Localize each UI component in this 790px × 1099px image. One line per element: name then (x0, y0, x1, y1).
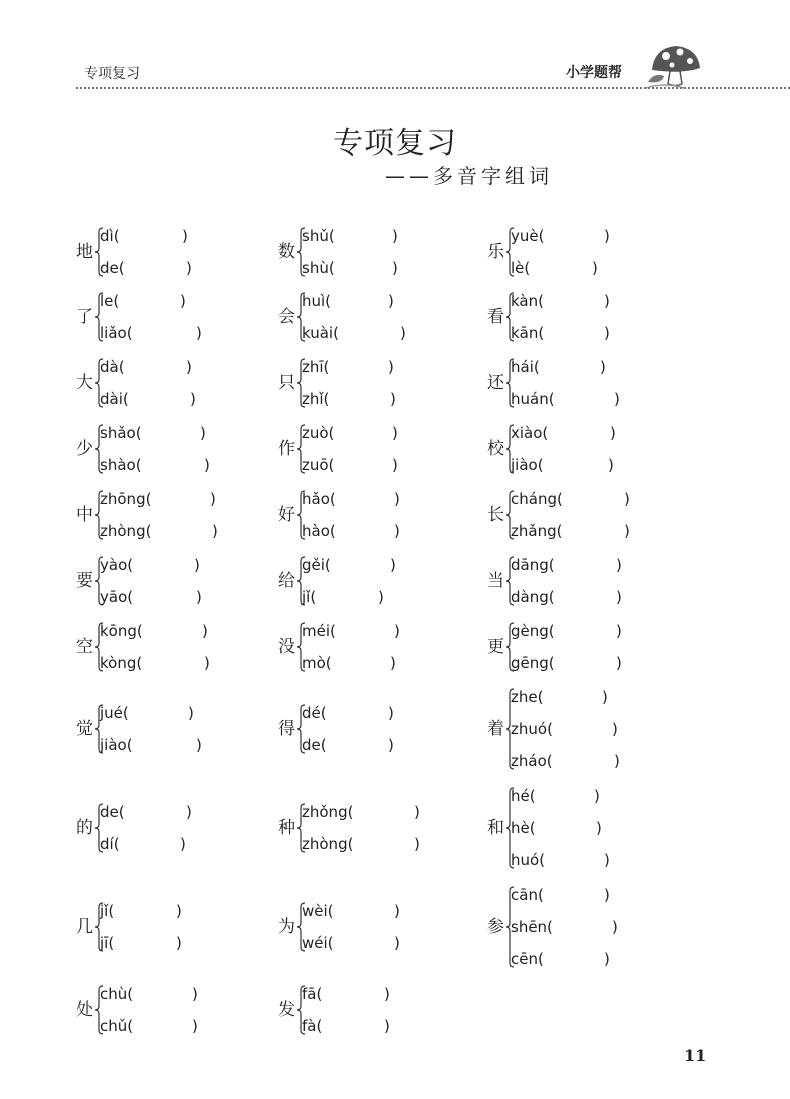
answer-blank-close: ) (604, 950, 610, 968)
pinyin-reading: kàn( (511, 292, 544, 310)
answer-blank-close: ) (392, 227, 398, 245)
pinyin-reading: jiào( (100, 736, 133, 754)
pinyin-reading: zhòng( (100, 522, 152, 540)
polyphonic-character: 觉 (76, 719, 93, 739)
answer-blank-close: ) (392, 424, 398, 442)
answer-blank-close: ) (604, 886, 610, 904)
pinyin-reading: zhōng( (100, 490, 152, 508)
polyphonic-character: 校 (487, 439, 504, 459)
answer-blank-close: ) (394, 622, 400, 640)
pinyin-reading: cēn( (511, 950, 544, 968)
answer-blank-close: ) (176, 934, 182, 952)
answer-blank-close: ) (196, 736, 202, 754)
answer-blank-close: ) (612, 918, 618, 936)
pinyin-reading: zhe( (511, 688, 544, 706)
answer-blank-close: ) (378, 588, 384, 606)
pinyin-reading: hé( (511, 787, 536, 805)
pinyin-reading: hǎo( (302, 490, 336, 508)
answer-blank-close: ) (616, 556, 622, 574)
pinyin-reading: zhǐ( (302, 390, 330, 408)
header-brand: 小学题帮 (566, 65, 622, 81)
answer-blank-close: ) (194, 556, 200, 574)
pinyin-reading: zhī( (302, 358, 330, 376)
answer-blank-close: ) (388, 292, 394, 310)
answer-blank-close: ) (192, 985, 198, 1003)
answer-blank-close: ) (610, 424, 616, 442)
answer-blank-close: ) (196, 588, 202, 606)
answer-blank-close: ) (388, 736, 394, 754)
answer-blank-close: ) (392, 456, 398, 474)
answer-blank-close: ) (604, 227, 610, 245)
answer-blank-close: ) (202, 622, 208, 640)
answer-blank-close: ) (394, 490, 400, 508)
pinyin-reading: hái( (511, 358, 540, 376)
polyphonic-character: 为 (278, 917, 295, 937)
polyphonic-character: 还 (487, 373, 504, 393)
polyphonic-character: 中 (76, 505, 93, 525)
pinyin-reading: dà( (100, 358, 125, 376)
polyphonic-character: 参 (487, 917, 504, 937)
answer-blank-close: ) (616, 622, 622, 640)
answer-blank-close: ) (414, 835, 420, 853)
pinyin-reading: fà( (302, 1017, 323, 1035)
polyphonic-character: 和 (487, 818, 504, 838)
pinyin-reading: jī( (100, 934, 115, 952)
answer-blank-close: ) (188, 704, 194, 722)
page-number: 11 (684, 1046, 707, 1065)
answer-blank-close: ) (196, 324, 202, 342)
pinyin-reading: shēn( (511, 918, 553, 936)
page-subtitle: ——多音字组词 (385, 164, 553, 188)
polyphonic-character: 更 (487, 637, 504, 657)
answer-blank-close: ) (186, 259, 192, 277)
polyphonic-character: 的 (76, 818, 93, 838)
pinyin-reading: xiào( (511, 424, 549, 442)
answer-blank-close: ) (616, 654, 622, 672)
answer-blank-close: ) (388, 704, 394, 722)
answer-blank-close: ) (186, 358, 192, 376)
polyphonic-character: 只 (278, 373, 295, 393)
pinyin-reading: jǐ( (302, 588, 317, 606)
answer-blank-close: ) (180, 292, 186, 310)
answer-blank-close: ) (612, 720, 618, 738)
answer-blank-close: ) (388, 358, 394, 376)
answer-blank-close: ) (414, 803, 420, 821)
pinyin-reading: gěi( (302, 556, 331, 574)
polyphonic-character: 空 (76, 637, 93, 657)
pinyin-reading: jué( (100, 704, 129, 722)
header-section-title: 专项复习 (84, 66, 140, 82)
pinyin-reading: dàng( (511, 588, 555, 606)
polyphonic-character: 给 (278, 571, 295, 591)
pinyin-reading: kōng( (100, 622, 143, 640)
polyphonic-character: 发 (278, 1000, 295, 1020)
polyphonic-character: 数 (278, 242, 295, 262)
pinyin-reading: huán( (511, 390, 555, 408)
answer-blank-close: ) (384, 985, 390, 1003)
polyphonic-character: 几 (76, 917, 93, 937)
pinyin-reading: fā( (302, 985, 323, 1003)
polyphonic-character: 得 (278, 719, 295, 739)
answer-blank-close: ) (614, 752, 620, 770)
pinyin-reading: le( (100, 292, 120, 310)
pinyin-reading: zuō( (302, 456, 335, 474)
answer-blank-close: ) (616, 588, 622, 606)
pinyin-reading: zhòng( (302, 835, 354, 853)
pinyin-reading: liǎo( (100, 324, 133, 342)
answer-blank-close: ) (600, 358, 606, 376)
answer-blank-close: ) (384, 1017, 390, 1035)
answer-blank-close: ) (614, 390, 620, 408)
answer-blank-close: ) (608, 456, 614, 474)
pinyin-reading: shǔ( (302, 227, 335, 245)
answer-blank-close: ) (180, 835, 186, 853)
pinyin-reading: dí( (100, 835, 120, 853)
pinyin-reading: chù( (100, 985, 134, 1003)
pinyin-reading: de( (100, 259, 125, 277)
answer-blank-close: ) (394, 934, 400, 952)
pinyin-reading: de( (302, 736, 327, 754)
polyphonic-character: 当 (487, 571, 504, 591)
pinyin-reading: kān( (511, 324, 545, 342)
pinyin-reading: dài( (100, 390, 129, 408)
pinyin-reading: kuài( (302, 324, 339, 342)
answer-blank-close: ) (390, 556, 396, 574)
answer-blank-close: ) (210, 490, 216, 508)
pinyin-reading: yào( (100, 556, 134, 574)
answer-blank-close: ) (204, 456, 210, 474)
polyphonic-character: 着 (487, 719, 504, 739)
answer-blank-close: ) (182, 227, 188, 245)
pinyin-reading: mò( (302, 654, 332, 672)
pinyin-reading: zhǎng( (511, 522, 563, 540)
answer-blank-close: ) (192, 1017, 198, 1035)
pinyin-reading: zháo( (511, 752, 553, 770)
polyphonic-character: 要 (76, 571, 93, 591)
pinyin-reading: huó( (511, 851, 546, 869)
pinyin-reading: jǐ( (100, 902, 115, 920)
pinyin-reading: zhǒng( (302, 803, 354, 821)
answer-blank-close: ) (596, 819, 602, 837)
answer-blank-close: ) (624, 490, 630, 508)
answer-blank-close: ) (624, 522, 630, 540)
pinyin-reading: zhuó( (511, 720, 553, 738)
page-title: 专项复习 (333, 126, 457, 161)
pinyin-reading: hè( (511, 819, 536, 837)
answer-blank-close: ) (592, 259, 598, 277)
polyphonic-character: 好 (278, 505, 295, 525)
polyphonic-character: 大 (76, 373, 93, 393)
header-divider (76, 87, 790, 89)
polyphonic-character: 处 (76, 1000, 93, 1020)
polyphonic-character: 了 (76, 307, 93, 327)
answer-blank-close: ) (394, 522, 400, 540)
polyphonic-character: 地 (76, 242, 93, 262)
pinyin-reading: hào( (302, 522, 336, 540)
answer-blank-close: ) (190, 390, 196, 408)
pinyin-reading: huì( (302, 292, 332, 310)
polyphonic-character: 少 (76, 439, 93, 459)
answer-blank-close: ) (390, 654, 396, 672)
pinyin-reading: yāo( (100, 588, 134, 606)
pinyin-reading: wéi( (302, 934, 334, 952)
pinyin-reading: gēng( (511, 654, 555, 672)
answer-blank-close: ) (390, 390, 396, 408)
polyphonic-character: 长 (487, 505, 504, 525)
pinyin-reading: gèng( (511, 622, 555, 640)
pinyin-reading: kòng( (100, 654, 143, 672)
pinyin-reading: de( (100, 803, 125, 821)
answer-blank-close: ) (602, 688, 608, 706)
answer-blank-close: ) (604, 324, 610, 342)
answer-blank-close: ) (204, 654, 210, 672)
answer-blank-close: ) (604, 292, 610, 310)
answer-blank-close: ) (604, 851, 610, 869)
answer-blank-close: ) (392, 259, 398, 277)
polyphonic-character: 乐 (487, 242, 504, 262)
pinyin-reading: shào( (100, 456, 142, 474)
polyphonic-character: 会 (278, 307, 295, 327)
pinyin-reading: wèi( (302, 902, 334, 920)
polyphonic-character: 没 (278, 637, 295, 657)
answer-blank-close: ) (186, 803, 192, 821)
answer-blank-close: ) (212, 522, 218, 540)
polyphonic-character: 种 (278, 818, 295, 838)
pinyin-reading: jiào( (511, 456, 544, 474)
pinyin-reading: shǎo( (100, 424, 142, 442)
answer-blank-close: ) (200, 424, 206, 442)
polyphonic-character: 作 (278, 439, 295, 459)
pinyin-reading: chǔ( (100, 1017, 134, 1035)
pinyin-reading: shù( (302, 259, 335, 277)
mushroom-icon (644, 38, 706, 90)
answer-blank-close: ) (400, 324, 406, 342)
pinyin-reading: dì( (100, 227, 120, 245)
polyphonic-character: 看 (487, 307, 504, 327)
answer-blank-close: ) (394, 902, 400, 920)
answer-blank-close: ) (594, 787, 600, 805)
pinyin-reading: cháng( (511, 490, 563, 508)
pinyin-reading: méi( (302, 622, 336, 640)
pinyin-reading: cān( (511, 886, 544, 904)
pinyin-reading: lè( (511, 259, 531, 277)
pinyin-reading: yuè( (511, 227, 545, 245)
pinyin-reading: dāng( (511, 556, 555, 574)
answer-blank-close: ) (176, 902, 182, 920)
pinyin-reading: dé( (302, 704, 327, 722)
pinyin-reading: zuò( (302, 424, 335, 442)
